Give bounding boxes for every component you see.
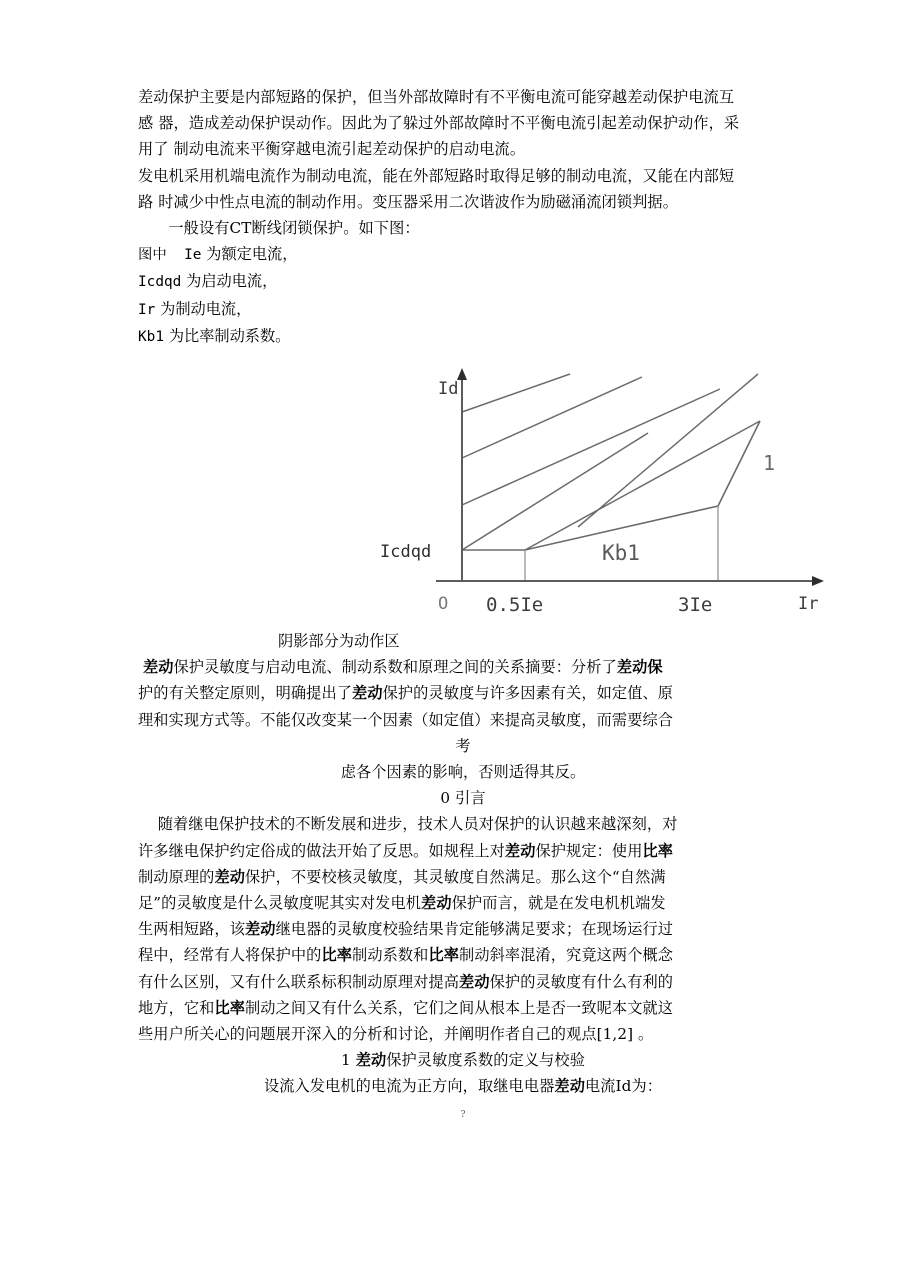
section-1-bold: 差动: [355, 1051, 387, 1070]
body-paragraph: [138, 811, 788, 1047]
abstract-bold-2: 差动保: [616, 658, 663, 677]
body-l8b: 比率: [214, 998, 246, 1017]
body-l8a: 地方，它和: [138, 998, 215, 1017]
section-1-lead-c: 电流Id为：: [584, 1077, 663, 1096]
body-l7a: 有什么区别，又有什么联系标积制动原理对提高: [138, 972, 460, 991]
x-axis-label: Ir: [798, 594, 819, 615]
body-l6b: 比率: [321, 946, 353, 965]
section-1-rest: 保护灵敏度系数的定义与校验: [386, 1051, 586, 1070]
abstract-text-1: 保护灵敏度与启动电流、制动系数和原理之间的关系摘要：分析了: [173, 658, 617, 677]
abstract-line-5: 虑各个因素的影响，否则适得其反。: [340, 763, 586, 782]
body-l3b: 差动: [214, 867, 246, 886]
y-axis: [457, 368, 467, 581]
body-l5b: 差动: [245, 920, 276, 939]
p1-line2: 感 器，造成差动保护误动作。因此为了躲过外部故障时不平衡电流引起差动保护动作，采: [138, 114, 740, 133]
body-l5a: 生两相短路，该: [138, 920, 246, 939]
definition-text: 为制动电流，: [155, 299, 252, 318]
abstract-text-3: 保护的灵敏度与许多因素有关，如定值、原: [382, 684, 674, 703]
body-l6d: 比率: [428, 946, 460, 965]
abstract-paragraph: [138, 654, 788, 733]
definition-text: 为启动电流，: [181, 272, 278, 291]
section-0-title: 0 引言: [440, 789, 486, 808]
body-l2d: 比率: [642, 841, 674, 860]
annotation-label-1: 1: [763, 451, 776, 476]
body-l4c: 保护而言，就是在发电机机端发: [451, 894, 666, 913]
definition-item: [138, 241, 788, 268]
y-axis-arrow: [457, 368, 467, 380]
hatch-line: [462, 377, 642, 458]
abstract-text-4: 理和实现方式等。不能仅改变某一个因素（如定值）来提高灵敏度，而需要综合: [138, 710, 674, 729]
body-l1: 随着继电保护技术的不断发展和进步，技术人员对保护的认识越来越深刻，对: [157, 815, 678, 834]
section-1-title: [138, 1047, 788, 1073]
definition-item: [138, 268, 788, 295]
p2-line1: 发电机采用机端电流作为制动电流，能在外部短路时取得足够的制动电流，又能在内部短: [138, 166, 735, 185]
figure-container: [138, 350, 819, 628]
origin-label: O: [438, 594, 449, 615]
x-tick-label-three-ie: 3Ie: [678, 594, 713, 617]
hatching-lines: [462, 374, 760, 550]
abstract-text-2: 护的有关整定原则，明确提出了: [138, 684, 353, 703]
figure-caption: 阴影部分为动作区: [278, 632, 400, 651]
y-tick-label-icdqd: Icdqd: [380, 542, 432, 563]
definition-symbol: Icdqd: [138, 274, 182, 291]
definition-symbol: Ir: [138, 301, 156, 318]
symbol-definition-list: [138, 241, 788, 350]
section-1-lead-a: 设流入发电机的电流为正方向，取继电电器: [263, 1077, 555, 1096]
body-l6e: 制动斜率混淆，究竟这两个概念: [459, 946, 674, 965]
x-tick-label-half-ie: 0.5Ie: [486, 594, 544, 617]
body-l2b: 差动: [504, 841, 536, 860]
x-axis-arrow: [812, 576, 824, 586]
annotation-label-kb1: Kb1: [602, 541, 640, 566]
hatch-line: [462, 374, 570, 412]
trailing-marker: ?: [460, 1109, 466, 1120]
x-axis: [436, 576, 824, 586]
paragraph-3: 一般设有CT断线闭锁保护。如下图：: [168, 219, 420, 238]
hatch-line: [462, 389, 720, 505]
body-l5c: 继电器的灵敏度校验结果肯定能够满足要求；在现场运行过: [275, 920, 674, 939]
hatch-line: [525, 421, 760, 550]
body-l8c: 制动之间又有什么关系，它们之间从根本上是否一致呢本文就这: [245, 998, 674, 1017]
definition-text: 为比率制动系数。: [164, 326, 291, 345]
body-l7c: 保护的灵敏度有什么有利的: [489, 972, 674, 991]
body-l2c: 保护规定：使用: [535, 841, 643, 860]
definition-item: [138, 323, 788, 350]
p1-line3: 用了 制动电流来平衡穿越电流引起差动保护的启动电流。: [138, 140, 526, 159]
body-l4a: 足”的灵敏度是什么灵敏度呢其实对发电机: [138, 894, 422, 913]
body-l6a: 程中，经常有人将保护中的: [138, 946, 322, 965]
body-l7b: 差动: [459, 972, 490, 991]
abstract-bold-1: 差动: [142, 658, 174, 677]
chart-svg: [380, 366, 842, 617]
p1-line1: 差动保护主要是内部短路的保护，但当外部故障时有不平衡电流可能穿越差动保护电流互: [138, 88, 735, 106]
p2-line2: 路 时减少中性点电流的制动作用。变压器采用二次谐波作为励磁涌流闭锁判据。: [138, 192, 678, 211]
section-1-lead-b: 差动: [554, 1077, 585, 1096]
abstract-bold-3: 差动: [352, 684, 383, 703]
body-l4b: 差动: [421, 894, 452, 913]
section-1-number: 1: [340, 1051, 356, 1070]
body-l3a: 制动原理的: [138, 867, 215, 886]
y-axis-label: Id: [438, 379, 459, 400]
differential-protection-characteristic-chart: [380, 366, 842, 617]
definition-symbol: Kb1: [138, 328, 164, 345]
document-content: [138, 84, 819, 1122]
paragraph-2: [138, 163, 788, 215]
section-1-lead-line: [138, 1073, 788, 1099]
paragraph-1: [138, 84, 788, 163]
body-l3c: 保护，不要校核灵敏度，其灵敏度自然满足。那么这个“自然满: [245, 867, 666, 886]
definition-item: [138, 296, 788, 323]
body-l2a: 许多继电保护约定俗成的做法开始了反思。如规程上对: [138, 841, 505, 860]
body-l6c: 制动系数和: [352, 946, 429, 965]
body-l9: 些用户所关心的问题展开深入的分析和讨论，并阐明作者自己的观点[1,2] 。: [138, 1025, 654, 1044]
definition-symbol: 图中 Ie: [138, 247, 202, 264]
hatch-line: [578, 374, 758, 527]
definition-text: 为额定电流，: [201, 245, 298, 264]
abstract-line-4: 考: [455, 736, 471, 755]
